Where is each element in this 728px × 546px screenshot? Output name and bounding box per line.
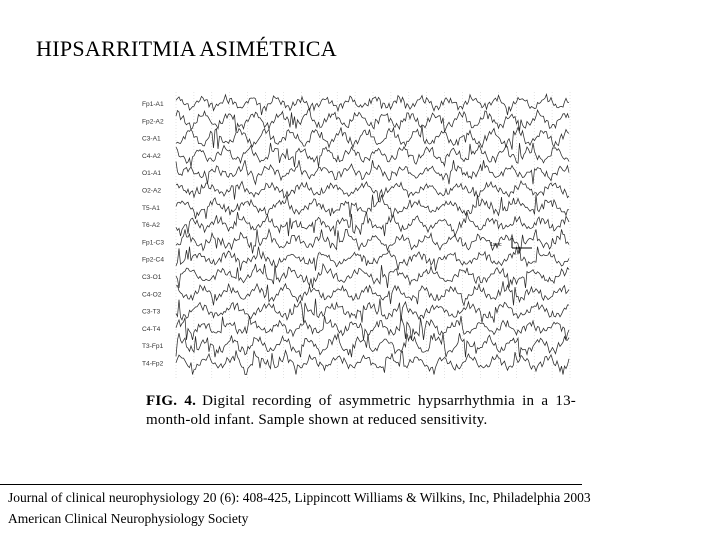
channel-label: Fp2-C4	[142, 256, 164, 264]
reference-citation: Journal of clinical neurophysiology 20 (6): 408-425, Lippincott Williams & Wilkins, Inc, Philadelphia 2003	[8, 490, 591, 505]
channel-label: C4-O2	[142, 291, 162, 299]
channel-label: Fp2-A2	[142, 118, 164, 126]
eeg-trace	[176, 351, 569, 375]
eeg-trace	[176, 108, 569, 132]
channel-label: O1-A1	[142, 170, 162, 178]
reference-society: American Clinical Neurophysiology Society	[8, 511, 249, 526]
eeg-trace	[176, 281, 569, 305]
channel-label: C4-A2	[142, 152, 161, 160]
eeg-trace	[176, 299, 569, 323]
eeg-trace	[176, 316, 569, 340]
channel-label: C3-T3	[142, 308, 161, 316]
eeg-trace	[176, 143, 569, 167]
eeg-trace	[176, 94, 569, 115]
channel-label: C3-A1	[142, 135, 161, 143]
eeg-trace	[176, 126, 569, 150]
figure-caption	[146, 392, 576, 430]
eeg-trace	[176, 247, 569, 271]
eeg-recording	[140, 88, 572, 383]
eeg-trace	[176, 229, 569, 253]
slide-title: HIPSARRITMIA ASIMÉTRICA	[36, 36, 337, 61]
channel-label: C3-O1	[142, 274, 162, 281]
eeg-trace	[176, 264, 569, 288]
channel-label: T6-A2	[142, 222, 160, 230]
calibration-label: 1sec	[490, 242, 502, 248]
eeg-trace	[176, 160, 569, 184]
figure-caption-text: Digital recording of asymmetric hypsarrhythmia in a 13-month-old infant. Sample shown at reduced sensitivity.	[146, 393, 576, 428]
channel-label: C4-T4	[142, 325, 161, 333]
channel-label: Fp1-C3	[142, 239, 164, 247]
channel-label: T4-Fp2	[142, 360, 164, 368]
eeg-trace	[176, 333, 569, 357]
figure-label: FIG. 4.	[146, 393, 197, 409]
channel-label: T5-A1	[142, 204, 160, 212]
channel-label: Fp1-A1	[142, 101, 164, 108]
eeg-trace	[176, 212, 569, 236]
reference-divider	[0, 484, 582, 485]
eeg-figure	[140, 88, 572, 383]
channel-label: O2-A2	[142, 187, 162, 195]
channel-label: T3-Fp1	[142, 343, 164, 351]
